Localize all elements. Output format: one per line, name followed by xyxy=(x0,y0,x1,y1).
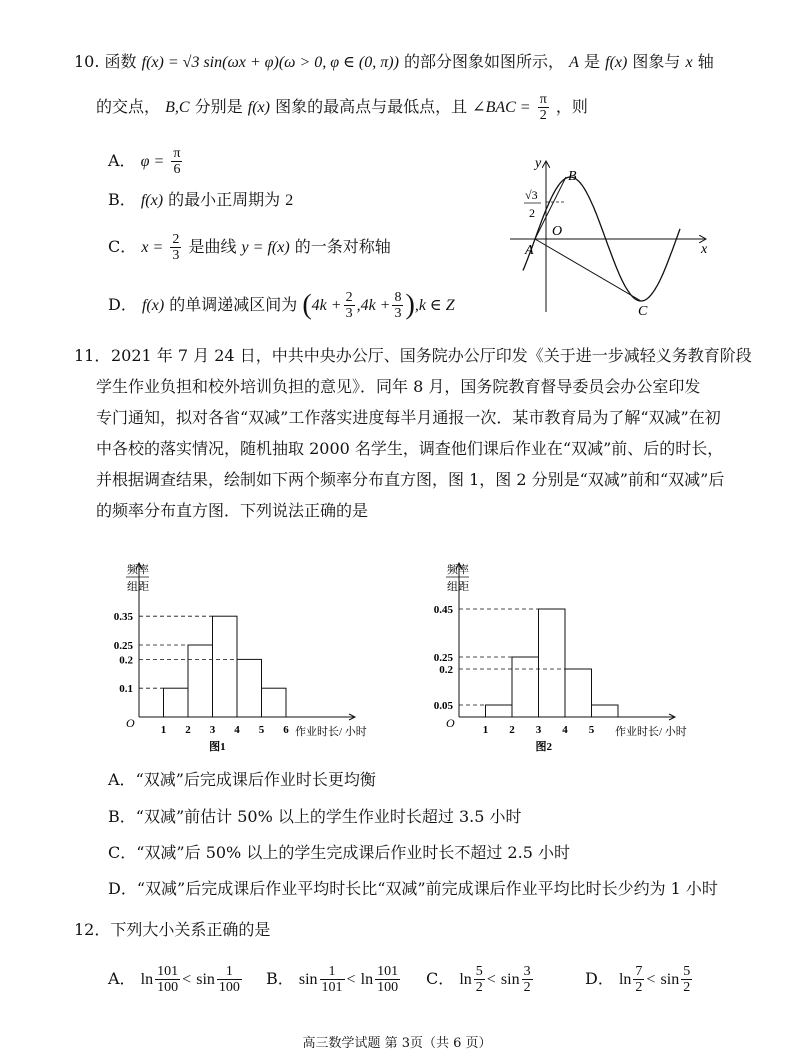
q10-option-b[interactable] xyxy=(108,190,293,211)
left-paren: ( xyxy=(302,289,312,321)
y-tick-label: 0.45 xyxy=(433,604,453,616)
option-text: 的最小正周期为 xyxy=(168,190,281,209)
option-label: C． xyxy=(108,237,137,256)
q12-text: 下列大小关系正确的是 xyxy=(110,920,271,939)
fraction xyxy=(633,964,644,995)
origin-label: O xyxy=(446,716,455,730)
option-math: φ = xyxy=(140,153,165,170)
histogram-figure-2 xyxy=(425,555,725,765)
option-text: “双减”前估计 50% 以上的学生作业时长超过 3.5 小时 xyxy=(135,807,522,826)
q12-option-d[interactable] xyxy=(585,964,694,995)
option-math: ,4k + xyxy=(356,297,391,314)
denominator: 2 xyxy=(683,980,691,995)
q10-point: A xyxy=(569,54,579,71)
q11-stem-line: 专门通知，拟对各省“双减”工作落实进度每半月通报一次．某市教育局为了解“双减”在初 xyxy=(96,408,721,427)
y-label-denominator: 组距 xyxy=(127,581,149,593)
fraction xyxy=(392,290,403,321)
less-than: < xyxy=(346,971,356,988)
y-tick-label: 0.1 xyxy=(119,683,133,696)
numerator: π xyxy=(173,146,181,161)
q11-stem-line: 学生作业负担和校外培训负担的意见》．同年 8 月，国务院教育督导委员会办公室印发 xyxy=(96,377,701,396)
option-label: A． xyxy=(108,151,136,170)
y-tick-label: 0.25 xyxy=(113,640,133,652)
histogram-bar xyxy=(164,688,189,717)
x-tick-label: 4 xyxy=(562,724,568,736)
q12-number: 12． xyxy=(74,920,111,939)
x-tick-label: 4 xyxy=(234,724,240,736)
x-axis-label: 作业时长/ 小时 xyxy=(615,726,687,738)
q10-text: 分别是 xyxy=(194,97,243,116)
q10-fx: f(x) xyxy=(140,192,164,209)
q11-stem-line: 2021 年 7 月 24 日，中共中央办公厅、国务院办公厅印发《关于进一步减轻义务教育阶段 xyxy=(111,346,752,365)
less-than: < xyxy=(486,971,496,988)
q10-text: 图象与 xyxy=(632,52,681,71)
q10-text: 图象的最高点与最低点，且 xyxy=(275,97,468,116)
q11-option-c[interactable] xyxy=(108,843,570,863)
denominator: 100 xyxy=(218,980,240,995)
option-label: C． xyxy=(108,843,137,862)
q12-option-c[interactable] xyxy=(426,964,535,995)
q10-var: x xyxy=(685,54,693,71)
y-tick-label: 0.05 xyxy=(433,700,453,712)
fraction xyxy=(538,92,549,123)
q10-line1 xyxy=(74,52,714,73)
histogram-bar xyxy=(237,659,262,717)
q11-stem-line: 中各校的落实情况，随机抽取 2000 名学生，调查他们课后作业在“双减”前、后的时长， xyxy=(96,439,724,458)
segment-ac xyxy=(535,239,641,301)
q11-stem xyxy=(111,340,752,371)
denominator: 3 xyxy=(172,248,180,263)
histogram-bar xyxy=(565,669,592,717)
option-math: 4k + xyxy=(311,297,342,314)
option-text: “双减”后 50% 以上的学生完成课后作业时长不超过 2.5 小时 xyxy=(136,843,570,862)
q10-fx: f(x) xyxy=(141,297,165,314)
y-label-numerator: 频率 xyxy=(127,564,149,576)
q12-option-a[interactable] xyxy=(108,964,244,995)
y-tick-label: 0.2 xyxy=(119,654,133,667)
histogram-bar xyxy=(262,688,287,717)
fraction xyxy=(681,964,692,995)
y-label-denominator: 组距 xyxy=(447,581,469,593)
denominator: 2 xyxy=(523,980,531,995)
q10-text: 是 xyxy=(584,52,601,71)
page-footer: 高三数学试题 第 3页（共 6 页） xyxy=(302,1036,492,1051)
func-sin: sin xyxy=(500,971,520,988)
denominator: 3 xyxy=(394,306,402,321)
q11-option-b[interactable] xyxy=(108,807,521,827)
denominator: 101 xyxy=(321,980,343,995)
q10-text: ，则 xyxy=(555,97,588,116)
option-label: C． xyxy=(426,969,455,988)
option-value: 2 xyxy=(285,192,294,209)
option-text: “双减”后完成课后作业时长更均衡 xyxy=(135,770,376,789)
histogram-bar xyxy=(486,705,513,717)
q10-text: 的交点， xyxy=(96,97,161,116)
histogram-bar xyxy=(213,616,238,717)
numerator: 8 xyxy=(394,290,402,305)
q11-stem-line: 并根据调查结果，绘制如下两个频率分布直方图，图 1，图 2 分别是“双减”前和“双减”后 xyxy=(96,470,725,489)
denominator: 6 xyxy=(173,162,181,177)
numerator: 7 xyxy=(635,964,643,979)
denominator: 3 xyxy=(345,306,353,321)
denominator: 2 xyxy=(475,980,483,995)
figure-caption: 图1 xyxy=(209,741,226,753)
numerator: 101 xyxy=(377,964,399,979)
numerator: 1 xyxy=(217,964,242,980)
graph-sqrt3: √3 xyxy=(525,188,538,202)
x-tick-label: 5 xyxy=(588,724,595,736)
histogram-bar xyxy=(592,705,619,717)
origin-label: O xyxy=(126,716,135,730)
x-tick-label: 3 xyxy=(209,724,216,736)
option-math: ,k ∈ Z xyxy=(414,297,455,314)
q10-number: 10. xyxy=(74,52,100,71)
numerator: 2 xyxy=(345,290,353,305)
q10-line2 xyxy=(96,92,588,123)
fraction xyxy=(171,146,182,177)
y-tick-label: 0.25 xyxy=(433,652,453,664)
func-sin: sin xyxy=(298,971,318,988)
fraction xyxy=(375,964,400,995)
option-text: 的单调递减区间为 xyxy=(169,295,298,314)
q11-option-d[interactable] xyxy=(108,879,718,899)
option-text: 的一条对称轴 xyxy=(294,237,391,256)
option-label: B． xyxy=(108,807,136,826)
graph-point-c: C xyxy=(638,304,648,319)
func-sin: sin xyxy=(660,971,680,988)
numerator: 5 xyxy=(475,964,483,979)
x-tick-label: 2 xyxy=(509,724,515,736)
q10-angle: ∠BAC = xyxy=(472,99,531,116)
graph-y-label: y xyxy=(535,156,542,171)
fraction xyxy=(170,232,181,263)
option-text: “双减”后完成课后作业平均时长比“双减”前完成课后作业平均比时长少约为 1 小时 xyxy=(136,879,718,898)
numerator: 5 xyxy=(683,964,691,979)
fraction xyxy=(522,964,533,995)
y-label-numerator: 频率 xyxy=(447,564,469,576)
fraction xyxy=(217,964,242,995)
right-paren: ) xyxy=(405,289,415,321)
option-label: D． xyxy=(108,295,137,314)
q10-points: B,C xyxy=(165,99,190,116)
option-label: B． xyxy=(266,969,294,988)
q10-text: 轴 xyxy=(697,52,714,71)
q10-option-c[interactable] xyxy=(108,232,391,263)
figure-caption: 图2 xyxy=(535,741,553,753)
histogram-bar xyxy=(539,609,566,717)
option-text: 是曲线 xyxy=(188,237,237,256)
x-tick-label: 6 xyxy=(283,724,289,736)
func-ln: ln xyxy=(140,971,154,988)
fraction xyxy=(344,290,355,321)
graph-two: 2 xyxy=(529,206,535,220)
denominator: 100 xyxy=(157,980,179,995)
q11-number: 11． xyxy=(74,346,111,365)
q10-fx: f(x) xyxy=(247,99,270,116)
func-ln: ln xyxy=(360,971,374,988)
q10-function: f(x) = √3 sin(ωx + φ)(ω > 0, φ ∈ (0, π)) xyxy=(141,54,399,71)
option-label: D． xyxy=(585,969,614,988)
graph-x-label: x xyxy=(701,242,708,257)
numerator: 3 xyxy=(523,964,531,979)
y-tick-label: 0.2 xyxy=(439,664,453,676)
option-label: A． xyxy=(108,770,136,789)
less-than: < xyxy=(182,971,192,988)
denominator: 2 xyxy=(539,108,547,123)
q11-stem-rest xyxy=(96,371,724,526)
q10-fx: f(x) xyxy=(605,54,628,71)
numerator: 1 xyxy=(320,964,345,980)
q10-option-a[interactable] xyxy=(108,146,184,177)
x-tick-label: 3 xyxy=(535,724,542,736)
fraction xyxy=(320,964,345,995)
histogram-figure-1 xyxy=(105,555,405,765)
x-axis-label: 作业时长/ 小时 xyxy=(295,726,367,738)
x-tick-label: 5 xyxy=(258,724,265,736)
q11-option-a[interactable] xyxy=(108,770,376,790)
histogram-bar xyxy=(188,645,213,717)
y-tick-label: 0.35 xyxy=(113,611,133,624)
func-sin: sin xyxy=(196,971,215,988)
numerator: π xyxy=(539,92,547,107)
func-ln: ln xyxy=(459,971,472,988)
option-math: y = f(x) xyxy=(241,239,290,256)
option-label: A． xyxy=(108,969,136,988)
graph-origin-label: O xyxy=(552,224,563,239)
fraction xyxy=(474,964,485,995)
denominator: 2 xyxy=(635,980,643,995)
less-than: < xyxy=(646,971,656,988)
q11-stem-line: 的频率分布直方图．下列说法正确的是 xyxy=(96,501,369,520)
x-tick-label: 1 xyxy=(482,724,489,736)
q10-text: 函数 xyxy=(104,52,137,71)
x-tick-label: 1 xyxy=(160,724,167,736)
func-ln: ln xyxy=(618,971,632,988)
x-tick-label: 2 xyxy=(185,724,191,736)
numerator: 101 xyxy=(157,964,179,979)
q12-option-b[interactable] xyxy=(266,964,402,995)
histogram-bar xyxy=(512,657,539,717)
graph-point-b: B xyxy=(568,169,577,184)
denominator: 100 xyxy=(377,980,399,995)
q10-option-d[interactable] xyxy=(108,290,455,321)
option-math: x = xyxy=(141,239,164,256)
graph-point-a: A xyxy=(525,243,534,258)
q12-stem xyxy=(74,920,270,940)
q10-text: 的部分图象如图所示， xyxy=(404,52,565,71)
option-label: D． xyxy=(108,879,137,898)
fraction xyxy=(155,964,180,995)
q10-sine-graph xyxy=(505,150,720,320)
numerator: 2 xyxy=(172,232,180,247)
option-label: B． xyxy=(108,190,136,209)
